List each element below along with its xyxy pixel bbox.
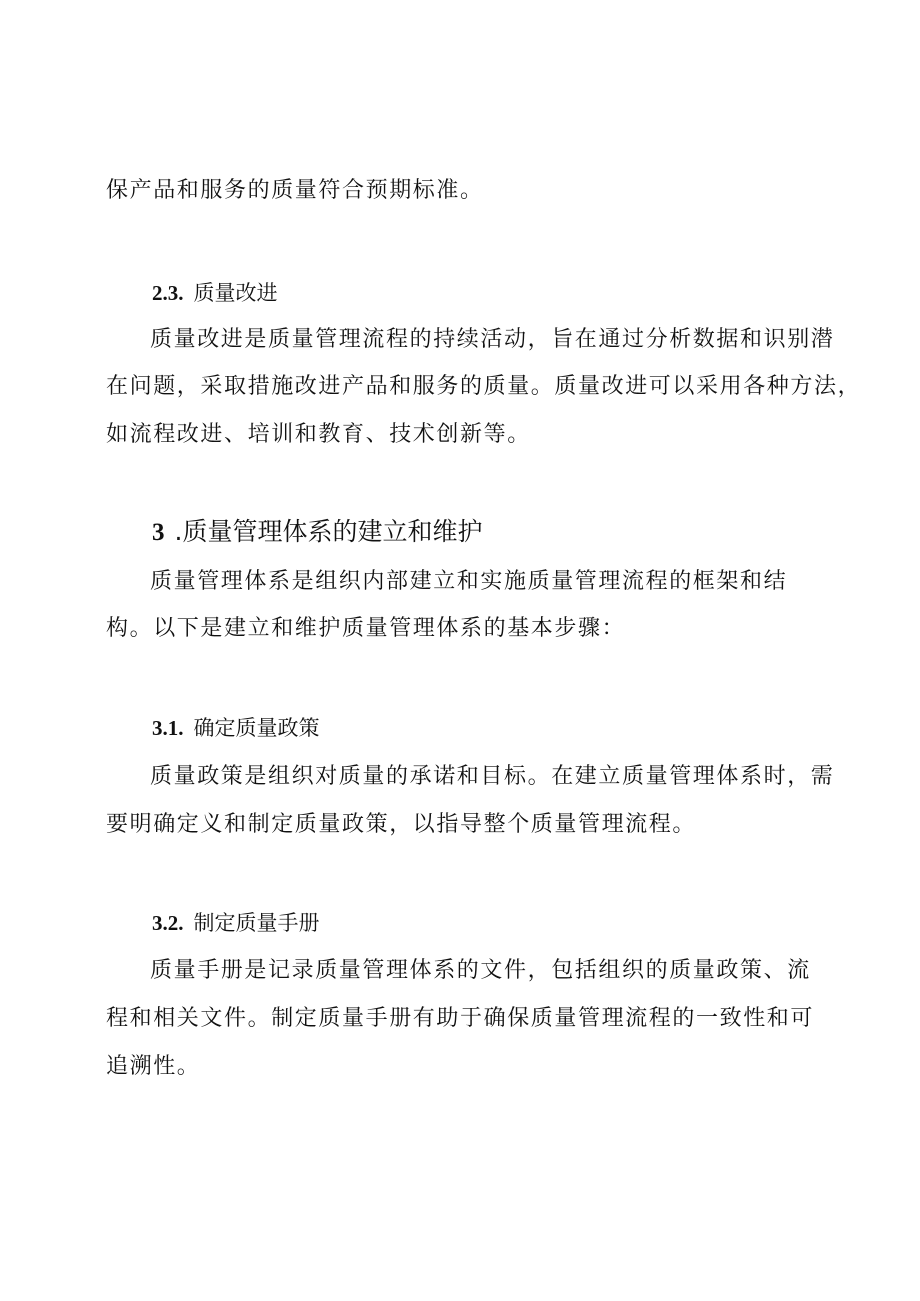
paragraph-line: 质量改进是质量管理流程的持续活动，旨在通过分析数据和识别潜 [150, 327, 835, 352]
paragraph-line: 构。以下是建立和维护质量管理体系的基本步骤： [106, 616, 626, 641]
section-heading-3-2 [152, 908, 320, 938]
paragraph-line: 在问题，采取措施改进产品和服务的质量。质量改进可以采用各种方法， [106, 374, 862, 399]
paragraph-line: 质量手册是记录质量管理体系的文件，包括组织的质量政策、流 [150, 958, 811, 983]
paragraph-continuation: 保产品和服务的质量符合预期标准。 [106, 178, 484, 203]
paragraph-line: 追溯性。 [106, 1054, 201, 1079]
chapter-heading-3 [152, 515, 482, 550]
section-heading-3-1 [152, 713, 320, 743]
section-title: 制定质量手册 [193, 911, 320, 935]
paragraph-line: 如流程改进、培训和教育、技术创新等。 [106, 422, 531, 447]
section-title: 确定质量政策 [193, 716, 320, 740]
section-title: 质量改进 [193, 281, 278, 305]
chapter-number: 3 [152, 519, 165, 546]
section-heading-2-3 [152, 278, 278, 308]
section-number: 2.3. [152, 281, 184, 305]
paragraph-line: 质量管理体系是组织内部建立和实施质量管理流程的框架和结 [150, 569, 788, 594]
chapter-title: .质量管理体系的建立和维护 [174, 517, 483, 546]
paragraph-line: 要明确定义和制定质量政策，以指导整个质量管理流程。 [106, 812, 697, 837]
paragraph-line: 质量政策是组织对质量的承诺和目标。在建立质量管理体系时，需 [150, 764, 835, 789]
section-number: 3.2. [152, 911, 184, 935]
paragraph-line: 程和相关文件。制定质量手册有助于确保质量管理流程的一致性和可 [106, 1006, 815, 1031]
section-number: 3.1. [152, 716, 184, 740]
